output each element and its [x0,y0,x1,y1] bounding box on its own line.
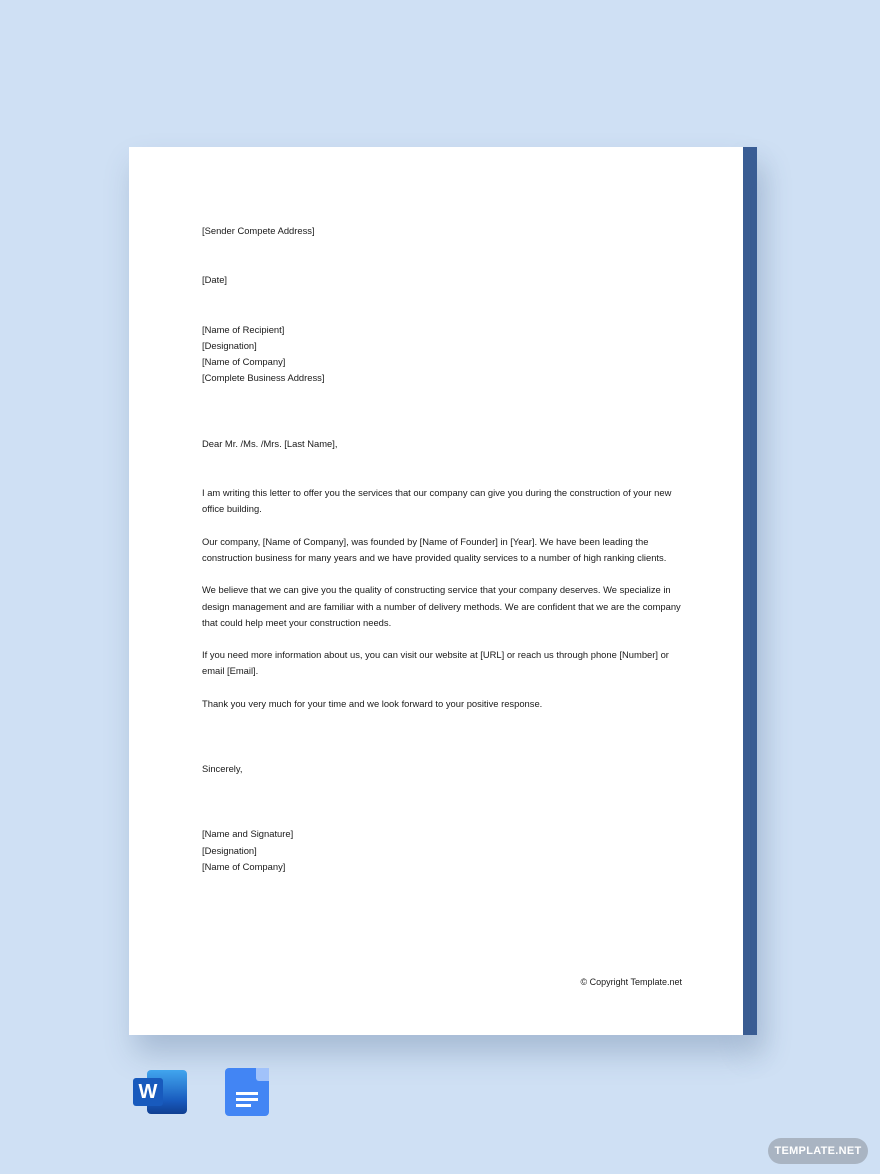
recipient-designation: [Designation] [202,339,257,351]
letter-page [129,147,743,1035]
google-docs-icon[interactable] [225,1068,269,1116]
gdocs-line-shape [236,1092,258,1095]
paragraph-3: We believe that we can give you the quality of constructing service that your company deserves. We specialize in design management and are familiar with a number of delivery methods. We are confident that we are the company that could help meet your construction needs. [202,584,681,628]
paragraph-5: Thank you very much for your time and we look forward to your positive response. [202,697,543,709]
letter-body [202,223,692,875]
gdocs-line-shape [236,1104,251,1107]
paragraph-4: If you need more information about us, you can visit our website at [URL] or reach us through phone [Number] or email [Email]. [202,649,669,677]
format-icons [133,1068,269,1116]
microsoft-word-icon[interactable] [133,1068,187,1116]
signature-designation: [Designation] [202,844,257,856]
word-letter: W [133,1078,163,1106]
signature-name: [Name and Signature] [202,828,294,840]
salutation: Dear Mr. /Ms. /Mrs. [Last Name], [202,437,338,449]
gdocs-line-shape [236,1098,258,1101]
sender-address: [Sender Compete Address] [202,225,315,236]
copyright-note: © Copyright Template.net [580,977,682,987]
gdocs-fold-shape [256,1068,269,1081]
letter-date: [Date] [202,274,228,286]
signature-block [202,826,692,875]
signature-company: [Name of Company] [202,860,286,872]
paragraph-2: Our company, [Name of Company], was founded by [Name of Founder] in [Year]. We have been leading the construction business for many years and we have provided quality services to a number of high ranking clients. [202,535,667,563]
closing: Sincerely, [202,763,243,775]
document-spine [741,147,757,1035]
recipient-company: [Name of Company] [202,356,286,368]
paragraph-1: I am writing this letter to offer you the services that our company can give you during the construction of your new office building. [202,487,672,515]
recipient-block [202,322,692,387]
template-net-badge[interactable]: TEMPLATE.NET [768,1138,868,1164]
recipient-name: [Name of Recipient] [202,323,285,335]
recipient-address: [Complete Business Address] [202,372,325,384]
